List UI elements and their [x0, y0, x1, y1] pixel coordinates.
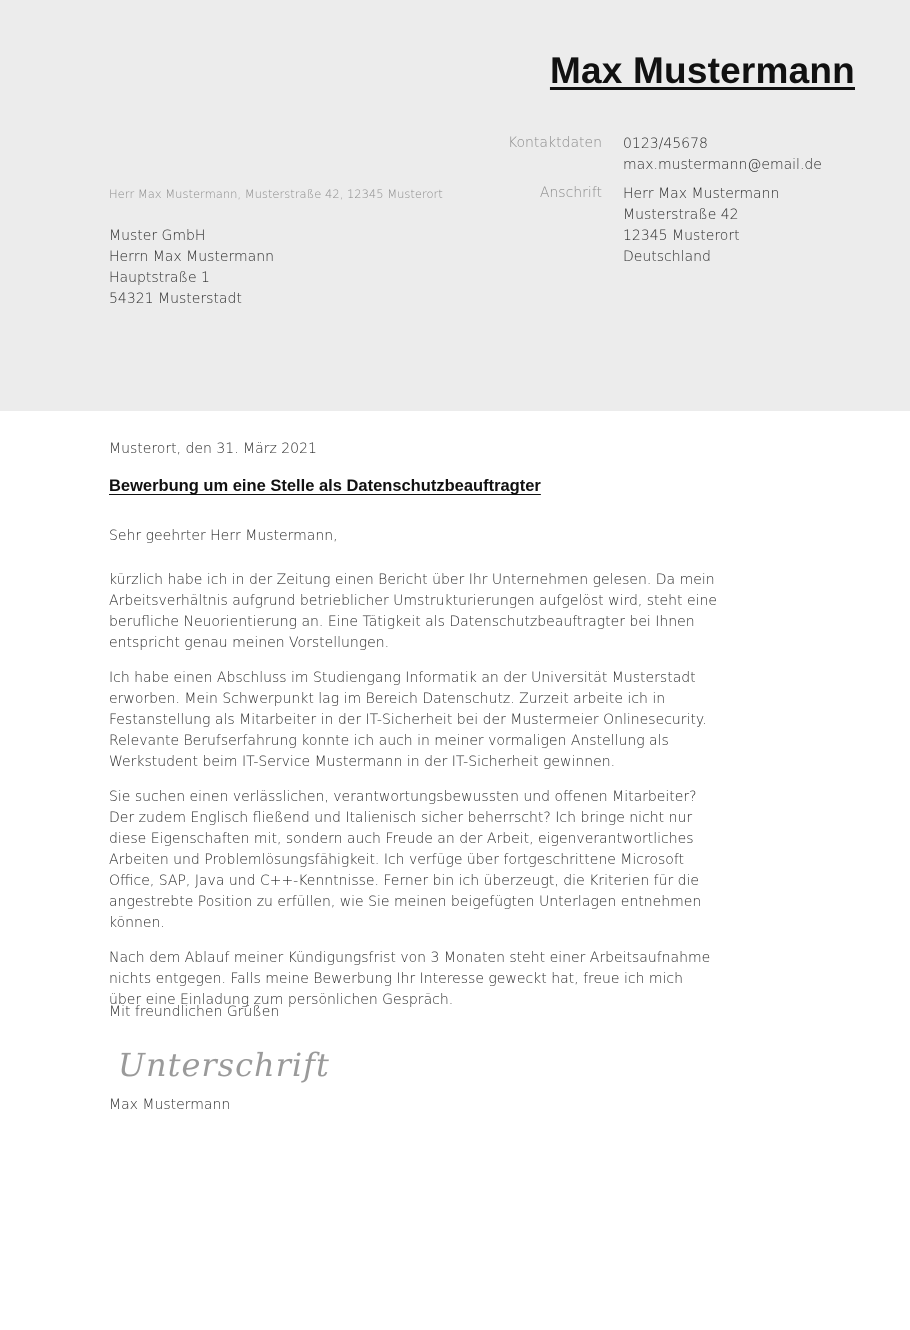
sender-return-line: Herr Max Mustermann, Musterstraße 42, 12345 Musterort [109, 187, 443, 201]
salutation: Sehr geehrter Herr Mustermann, [109, 528, 338, 544]
recipient-line: Herrn Max Mustermann [109, 249, 274, 265]
contact-details [623, 134, 822, 176]
signature-script: Unterschrift [118, 1046, 330, 1084]
applicant-address [623, 184, 779, 268]
address-label: Anschrift [539, 185, 602, 201]
body-paragraph: Nach dem Ablauf meiner Kündigungsfrist von 3 Monaten steht einer Arbeitsaufnahme nichts entgegen. Falls meine Bewerbung Ihr Interesse geweckt hat, freue ich mich über eine Einladung zum persönlichen Gespräch. [109, 950, 711, 1008]
closing-phrase: Mit freundlichen Grüßen [109, 1004, 280, 1020]
letter-body [109, 570, 719, 1025]
letter-header [0, 0, 910, 411]
recipient-address [109, 226, 274, 310]
address-line: Deutschland [623, 249, 711, 265]
phone-number: 0123/45678 [623, 136, 708, 152]
address-line: 12345 Musterort [623, 228, 740, 244]
body-paragraph: Sie suchen einen verlässlichen, verantwortungsbewussten und offenen Mitarbeiter? Der zudem Englisch fließend und Italienisch sicher beherrscht? Ich bringe nicht nur diese Eigenschaften mit, sondern auch Freude an der Arbeit, eigenverantwortliches Arbeiten und Problemlösungsfähigkeit. Ich verfüge über fortgeschrittene Microsoft Office, SAP, Java und C++-Kenntnisse. Ferner bin ich überzeugt, die Kriterien für die angestrebte Position zu erfüllen, wie Sie meinen beigefügten Unterlagen entnehmen können. [109, 789, 702, 931]
email-address: max.mustermann@email.de [623, 157, 822, 173]
applicant-name: Max Mustermann [549, 50, 855, 91]
contact-label: Kontaktdaten [507, 135, 602, 151]
letter-subject: Bewerbung um eine Stelle als Datenschutzbeauftragter [109, 477, 541, 495]
body-paragraph: kürzlich habe ich in der Zeitung einen Bericht über Ihr Unternehmen gelesen. Da mein Arbeitsverhältnis aufgrund betrieblicher Umstrukturierungen aufgelöst wird, steht eine berufliche Neuorientierung an. Eine Tätigkeit als Datenschutzbeauftragter bei Ihnen entspricht genau meinen Vorstellungen. [109, 572, 717, 651]
recipient-line: Muster GmbH [109, 228, 206, 244]
signature-image [112, 1040, 352, 1090]
address-line: Musterstraße 42 [623, 207, 739, 223]
address-line: Herr Max Mustermann [623, 186, 780, 202]
body-paragraph: Ich habe einen Abschluss im Studiengang Informatik an der Universität Musterstadt erworben. Mein Schwerpunkt lag im Bereich Datenschutz. Zurzeit arbeite ich in Festanstellung als Mitarbeiter in der IT-Sicherheit bei der Mustermeier Onlinesecurity. Relevante Berufserfahrung konnte ich auch in meiner vormaligen Anstellung als Werkstudent beim IT-Service Mustermann in der IT-Sicherheit gewinnen. [109, 670, 707, 770]
recipient-line: 54321 Musterstadt [109, 291, 242, 307]
recipient-line: Hauptstraße 1 [109, 270, 210, 286]
signer-name: Max Mustermann [109, 1097, 231, 1113]
letter-date: Musterort, den 31. März 2021 [109, 441, 317, 457]
